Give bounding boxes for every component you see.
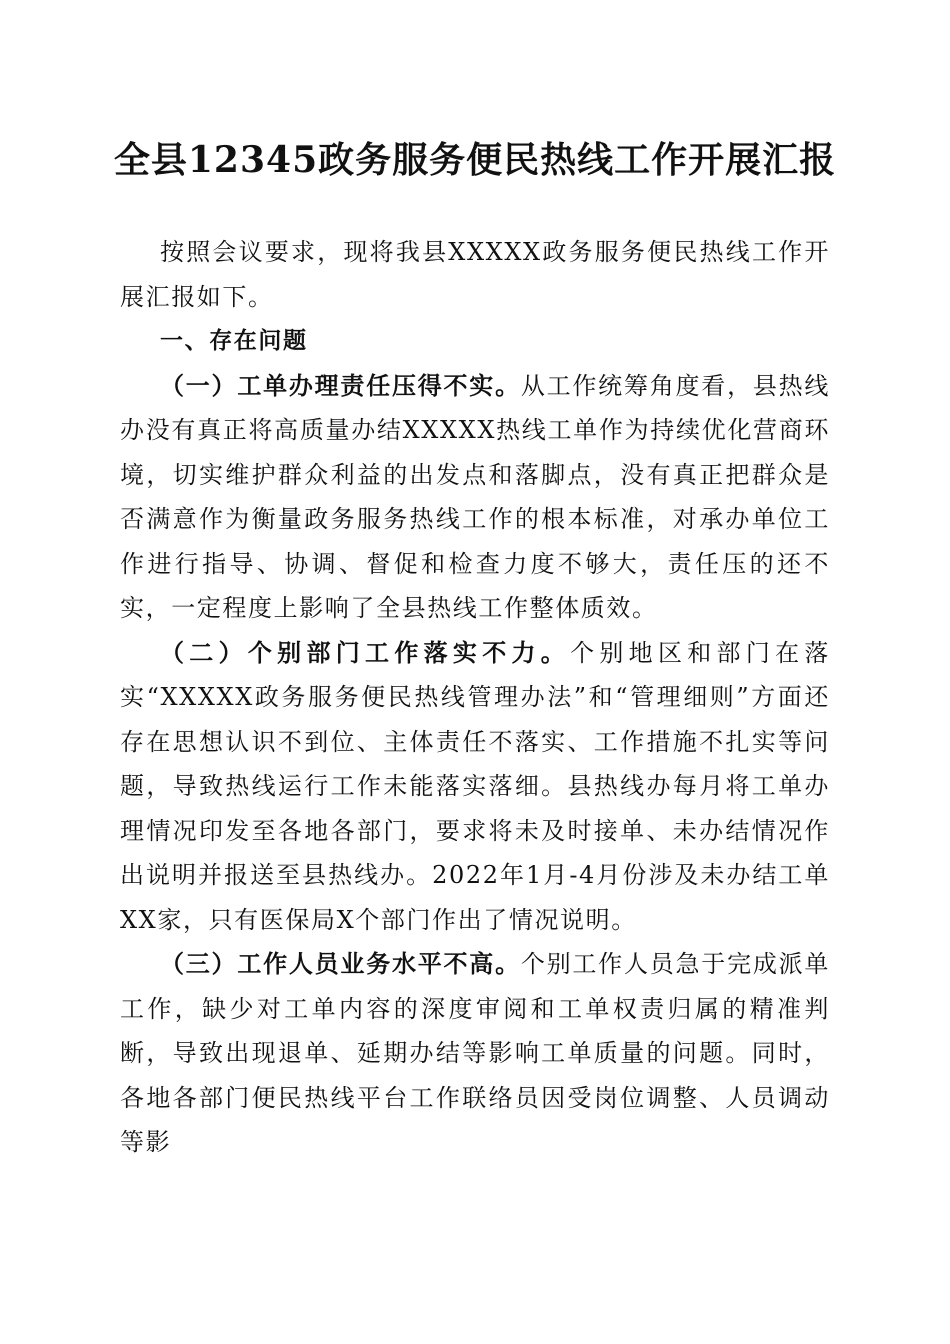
issue-text-3: 个别工作人员急于完成派单工作，缺少对工单内容的深度审阅和工单权责归属的精准判断，导致出现退单、延期办结等影响工单质量的问题。同时，各地各部门便民热线平台工作联络员因受岗位调整、人员调动等影 [120,950,830,1156]
issue-heading-2: （二）个别部门工作落实不力。 [160,637,571,667]
issue-paragraph-3 [120,942,830,1165]
issue-heading-3: （三）工作人员业务水平不高。 [160,949,521,978]
issue-paragraph-2 [120,631,830,943]
issue-text-2: 个别地区和部门在落实“XXXXX政务服务便民热线管理办法”和“管理细则”方面还存在思想认识不到位、主体责任不落实、工作措施不扎实等问题，导致热线运行工作未能落实落细。县热线办每月将工单办理情况印发至各地各部门，要求将未及时接单、未办结情况作出说明并报送至县热线办。2022年1月-4月份涉及未办结工单XX家，只有医保局X个部门作出了情况说明。 [120,638,831,934]
issue-text-1: 从工作统筹角度看，县热线办没有真正将高质量办结XXXXX热线工单作为持续优化营商环境，切实维护群众利益的出发点和落脚点，没有真正把群众是否满意作为衡量政务服务热线工作的根本标准，对承办单位工作进行指导、协调、督促和检查力度不够大，责任压的还不实，一定程度上影响了全县热线工作整体质效。 [120,371,830,622]
issue-paragraph-1 [120,364,830,631]
document-title: 全县12345政务服务便民热线工作开展汇报 [113,139,837,181]
intro-paragraph: 按照会议要求，现将我县XXXXX政务服务便民热线工作开展汇报如下。 [120,238,830,311]
document-body [120,230,830,1165]
issue-heading-1: （一）工单办理责任压得不实。 [160,370,521,400]
section-heading: 一、存在问题 [160,328,308,354]
